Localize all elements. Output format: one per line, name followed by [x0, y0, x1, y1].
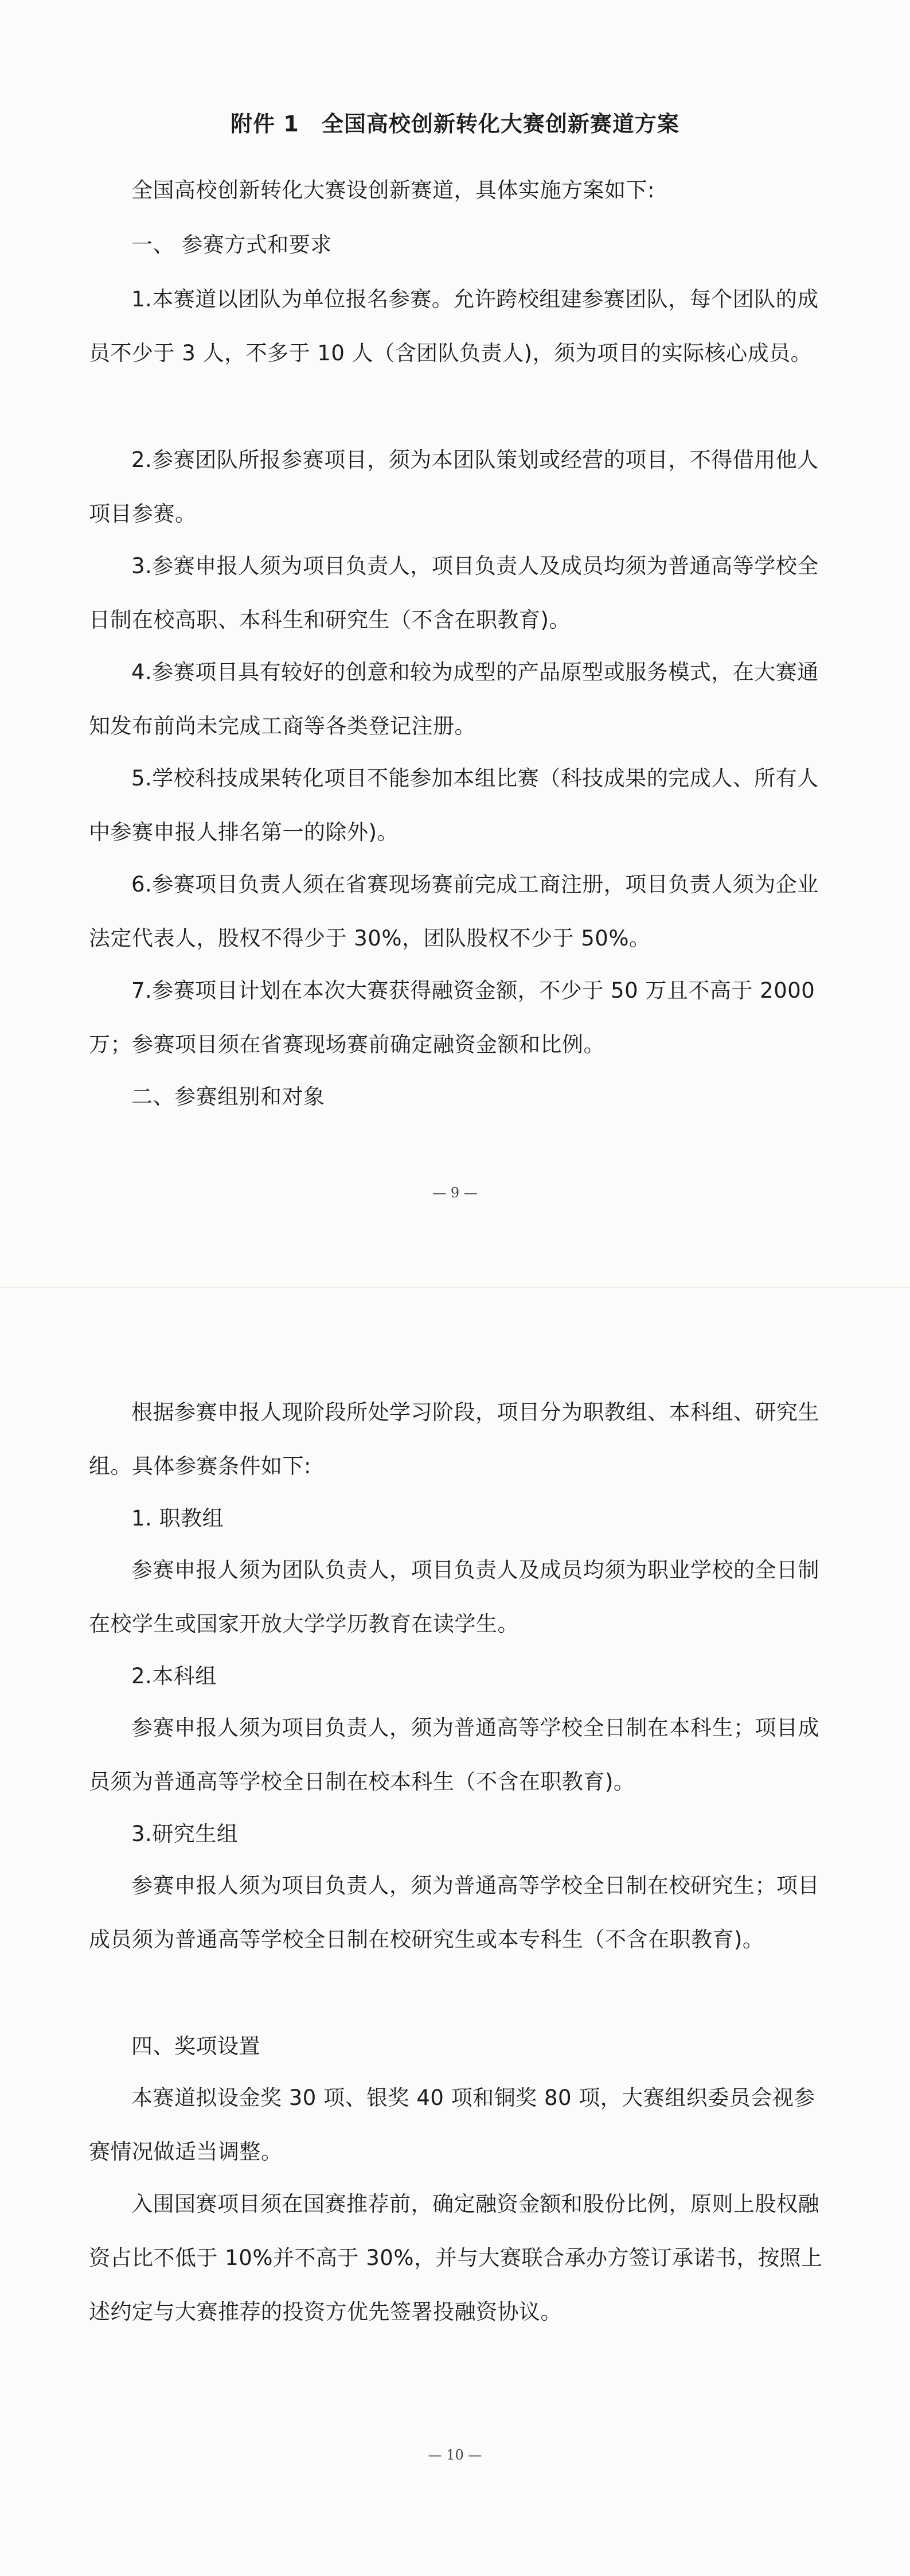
requirement-item-7: 7.参赛项目计划在本次大赛获得融资金额，不少于 50 万且不高于 2000 万；参赛项目须在省赛现场赛前确定融资金额和比例。: [89, 978, 815, 1057]
group-heading-undergraduate: 2.本科组: [131, 1664, 217, 1688]
intro-paragraph: 全国高校创新转化大赛设创新赛道，具体实施方案如下:: [131, 178, 655, 203]
requirement-item-1: 1.本赛道以团队为单位报名参赛。允许跨校组建参赛团队，每个团队的成员不少于 3 人，不多于 10 人（含团队负责人)，须为项目的实际核心成员。: [89, 287, 819, 365]
requirement-item-6: 6.参赛项目负责人须在省赛现场赛前完成工商注册，项目负责人须为企业法定代表人，股权不得少于 30%，团队股权不少于 50%。: [89, 872, 819, 951]
page-10: [0, 1288, 910, 2576]
document-title: 附件 1 全国高校创新转化大赛创新赛道方案: [231, 111, 679, 137]
page-number: — 9 —: [432, 1185, 478, 1201]
group-heading-vocational: 1. 职教组: [131, 1506, 224, 1531]
group-body-undergraduate: 参赛申报人须为项目负责人，须为普通高等学校全日制在本科生；项目成员须为普通高等学校全日制在校本科生（不含在职教育)。: [89, 1715, 819, 1794]
section-heading-2: 二、参赛组别和对象: [131, 1084, 325, 1109]
award-paragraph-1: 本赛道拟设金奖 30 项、银奖 40 项和铜奖 80 项，大赛组织委员会视参赛情况做适当调整。: [89, 2085, 815, 2164]
page-number: — 10 —: [428, 2447, 482, 2463]
award-paragraph-2: 入围国赛项目须在国赛推荐前，确定融资金额和股份比例，原则上股权融资占比不低于 10%并不高于 30%，并与大赛联合承办方签订承诺书，按照上述约定与大赛推荐的投资方优先签署投融资协议。: [89, 2192, 823, 2324]
requirement-item-4: 4.参赛项目具有较好的创意和较为成型的产品原型或服务模式，在大赛通知发布前尚未完成工商等各类登记注册。: [89, 660, 819, 738]
requirement-item-2: 2.参赛团队所报参赛项目，须为本团队策划或经营的项目，不得借用他人项目参赛。: [89, 448, 819, 526]
section-heading-4: 四、奖项设置: [131, 2034, 260, 2059]
group-body-vocational: 参赛申报人须为团队负责人，项目负责人及成员均须为职业学校的全日制在校学生或国家开放大学学历教育在读学生。: [89, 1558, 819, 1636]
section-heading-1: 一、 参赛方式和要求: [131, 232, 332, 257]
group-heading-graduate: 3.研究生组: [131, 1822, 239, 1846]
group-body-graduate: 参赛申报人须为项目负责人，须为普通高等学校全日制在校研究生；项目成员须为普通高等学校全日制在校研究生或本专科生（不含在职教育)。: [89, 1873, 819, 1952]
requirement-item-5: 5.学校科技成果转化项目不能参加本组比赛（科技成果的完成人、所有人中参赛申报人排名第一的除外)。: [89, 766, 819, 845]
requirement-item-3: 3.参赛申报人须为项目负责人，项目负责人及成员均须为普通高等学校全日制在校高职、本科生和研究生（不含在职教育)。: [89, 554, 819, 632]
groups-intro-paragraph: 根据参赛申报人现阶段所处学习阶段，项目分为职教组、本科组、研究生组。具体参赛条件如下:: [89, 1400, 819, 1478]
